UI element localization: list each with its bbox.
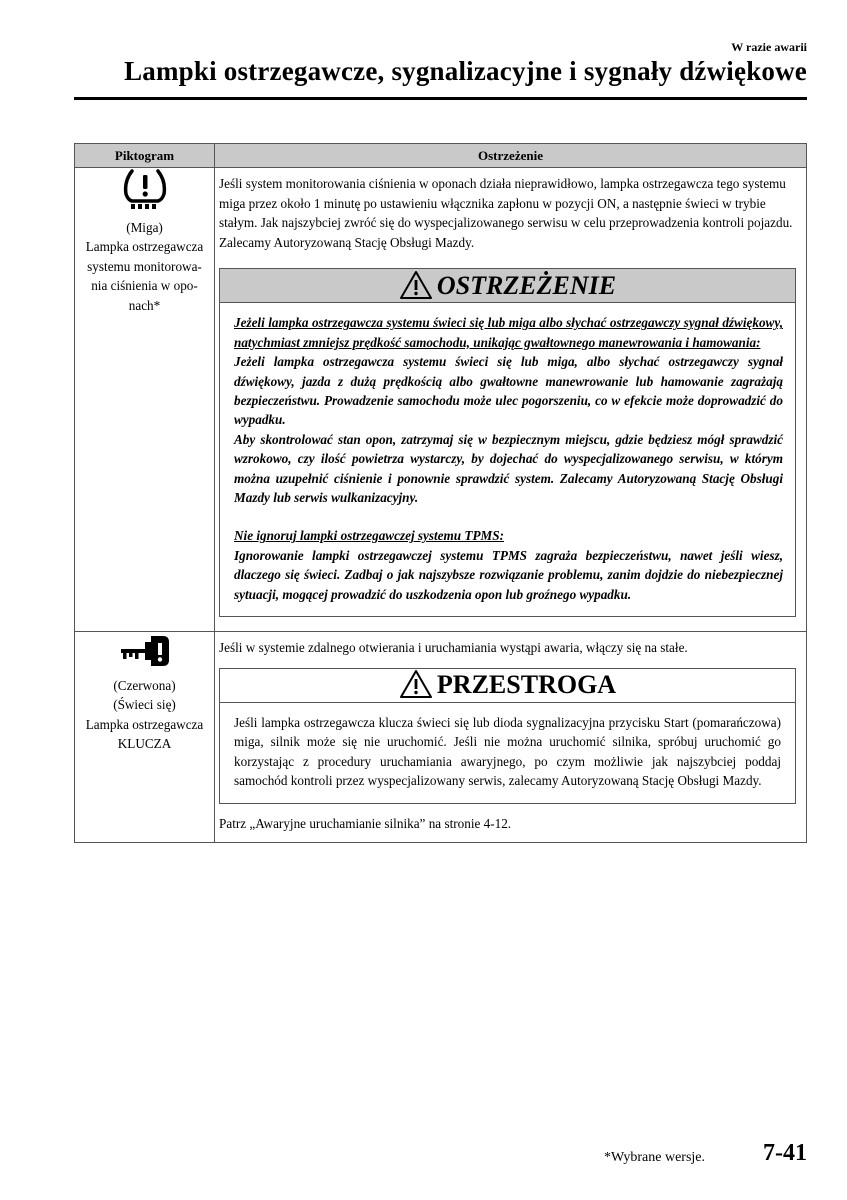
warning-cell xyxy=(215,168,807,632)
caution-body: Jeśli lampka ostrzegawcza klucza świeci się lub dioda sygnalizacyjna przycisku Start (pomarańczowa) miga, silnik może się nie uruchomić. Jeśli nie można uruchomić silnika, spróbuj uruchomić go korzystając z procedury uruchamiania awaryjnego, po czym możliwie jak najszybciej poddaj samochód kontroli przez wyspecjalizowany serwis, zalecamy Autoryzowaną Stację Obsługi Mazdy. xyxy=(234,714,781,789)
warning-lights-table xyxy=(74,143,807,843)
pictogram-caption-line: nia ciśnienia w opo- xyxy=(91,278,198,294)
column-header-pictogram: Piktogram xyxy=(75,144,215,168)
table-row xyxy=(75,632,807,843)
pictogram-status: (Czerwona) xyxy=(113,677,176,693)
tpms-warning-icon xyxy=(122,168,168,216)
pictogram-caption-line: Lampka ostrzegawcza xyxy=(85,716,204,732)
pictogram-status: (Miga) xyxy=(126,219,163,235)
warning-heading: Nie ignoruj lampki ostrzegawczej systemu TPMS: xyxy=(234,528,504,544)
warning-heading: Jeżeli lampka ostrzegawcza systemu świeci się lub miga albo słychać ostrzegawczy sygnał dźwiękowy, natychmiast zmniejsz prędkość samochodu, unikając gwałtownego manewrowania i hamowania: xyxy=(234,315,783,350)
caution-triangle-icon xyxy=(399,669,433,701)
footnote: *Wybrane wersje. xyxy=(604,1150,706,1165)
key-warning-icon xyxy=(119,632,171,674)
warning-paragraph: Jeżeli lampka ostrzegawcza systemu świeci się lub miga, albo słychać ostrzegawczy sygnał dźwiękowy, jazda z dużą prędkością albo gwałtowne manewrowanie lub hamowanie zagrażają bezpieczeństwu. Prowadzenie samochodu może ulec pogorszeniu, co w efekcie może doprowadzić do wypadku. xyxy=(234,354,783,428)
table-header-row xyxy=(75,144,807,168)
pictogram-caption-line: systemu monitorowa- xyxy=(87,258,202,274)
pictogram-caption-line: KLUCZA xyxy=(117,736,172,752)
spacer xyxy=(234,507,783,526)
table-row xyxy=(75,168,807,632)
warning-paragraph: Ignorowanie lampki ostrzegawczej systemu TPMS zagraża bezpieczeństwu, nawet jeśli wiesz, dlaczego się świeci. Zadbaj o jak najszybsze rozwiązanie problemu, zanim dojdzie do niebezpiecznej sytuacji, mogącej prowadzić do uszkodzenia opon lub groźnego wypadku. xyxy=(234,547,783,602)
pictogram-caption-line: Lampka ostrzegawcza xyxy=(85,239,204,255)
tpms-intro-text: Jeśli system monitorowania ciśnienia w oponach działa nieprawidłowo, lampka ostrzegawcza tego systemu miga przez około 1 minutę po ustawieniu włącznika zapłonu w pozycji ON, a następnie świeci w trybie stałym. Jak najszybciej zwróć się do wyspecjalizowanego serwisu w celu przeprowadzenia kontroli pojazdu. Zalecamy Autoryzowaną Stację Obsługi Mazdy. xyxy=(219,176,793,250)
caution-box xyxy=(219,668,796,804)
warning-triangle-icon xyxy=(399,270,433,302)
warning-cell xyxy=(215,632,807,843)
pictogram-cell xyxy=(75,168,215,632)
page-title: Lampki ostrzegawcze, sygnalizacyjne i sygnały dźwiękowe xyxy=(124,56,807,86)
warning-header xyxy=(220,269,795,303)
key-intro-text: Jeśli w systemie zdalnego otwierania i uruchamiania wystąpi awaria, włączy się na stałe. xyxy=(219,640,688,656)
pictogram-cell xyxy=(75,632,215,843)
warning-body xyxy=(220,303,795,616)
warning-paragraph: Aby skontrolować stan opon, zatrzymaj się w bezpiecznym miejscu, gdzie będziesz mógł sprawdzić wzrokowo, czy ilość powietrza wystarczy, by dojechać do wyspecjalizowanego serwisu, w którym można uzupełnić ciśnienie i ponownie sprawdzić system. Zalecamy Autoryzowaną Stację Obsługi Mazdy lub serwis wulkanizacyjny. xyxy=(234,431,783,506)
pictogram-status: (Świeci się) xyxy=(113,697,176,713)
warning-box xyxy=(219,268,796,617)
column-header-warning: Ostrzeżenie xyxy=(215,144,807,168)
caution-title: PRZESTROGA xyxy=(436,670,617,700)
caution-header xyxy=(220,669,795,703)
reference-text: Patrz „Awaryjne uruchamianie silnika” na stronie 4-12. xyxy=(219,816,512,832)
pictogram-caption-line: nach* xyxy=(128,297,161,313)
title-rule xyxy=(74,97,807,100)
section-label: W razie awarii xyxy=(731,40,807,54)
warning-title: OSTRZEŻENIE xyxy=(436,271,617,301)
page-number: 7-41 xyxy=(763,1140,807,1166)
